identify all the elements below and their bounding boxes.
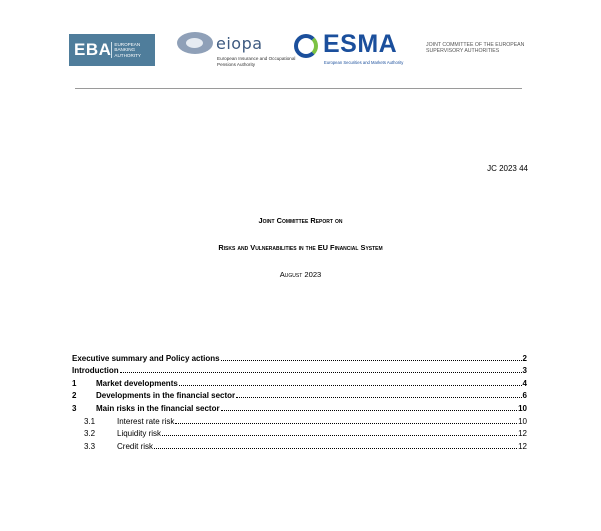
document-reference: JC 2023 44 [487, 164, 528, 173]
toc-entry-page: 10 [518, 403, 527, 413]
toc-entry[interactable] [72, 347, 527, 363]
table-of-contents [72, 347, 527, 451]
toc-entry-number: 1 [72, 378, 77, 388]
toc-entry-label: Introduction [72, 366, 119, 376]
eiopa-logo-name: European Insurance and Occupational Pensions Authority [217, 56, 296, 67]
toc-entry-page: 10 [518, 416, 527, 426]
toc-leader-dots [236, 385, 521, 399]
toc-leader-dots [120, 360, 522, 374]
eba-logo [69, 34, 155, 66]
header-divider [75, 88, 522, 89]
eba-logo-name: EUROPEAN BANKING AUTHORITY [111, 42, 155, 58]
toc-entry-number: 3.2 [84, 429, 96, 439]
toc-entry-label: Market developments [96, 378, 178, 388]
toc-entry-page: 3 [522, 366, 527, 376]
toc-leader-dots [154, 435, 517, 449]
eiopa-logo [177, 32, 296, 72]
toc-entry[interactable] [72, 372, 527, 388]
toc-entry-number: 3.3 [84, 441, 96, 451]
toc-entry-label: Interest rate risk [117, 416, 175, 426]
toc-entry-label: Credit risk [117, 441, 154, 451]
eiopa-logo-abbr: eiopa [216, 34, 263, 53]
esma-logo-abbr: ESMA [323, 30, 398, 58]
toc-leader-dots [221, 397, 518, 411]
toc-entry[interactable] [72, 360, 527, 376]
toc-entry-label: Liquidity risk [117, 429, 162, 439]
toc-entry-page: 6 [522, 391, 527, 401]
esma-logo [294, 32, 418, 72]
document-title-line2: Risks and Vulnerabilities in the EU Financial System [218, 243, 383, 252]
toc-entry-label: Developments in the financial sector [96, 391, 236, 401]
header-logos [69, 30, 529, 72]
joint-committee-label: JOINT COMMITTEE OF THE EUROPEAN SUPERVISORY AUTHORITIES [426, 42, 525, 54]
toc-entry-number: 2 [72, 391, 77, 401]
eiopa-emblem-icon [177, 32, 213, 54]
toc-entry-page: 2 [522, 353, 527, 363]
toc-leader-dots [221, 347, 522, 361]
document-title-line1: Joint Committee Report on [258, 216, 343, 225]
toc-leader-dots [175, 410, 517, 424]
toc-entry-label: Main risks in the financial sector [96, 403, 220, 413]
eba-logo-abbr: EBA [74, 40, 112, 59]
toc-leader-dots [179, 372, 522, 386]
toc-leader-dots [162, 423, 517, 437]
toc-entry-page: 4 [522, 378, 527, 388]
toc-entry-number: 3.1 [84, 416, 96, 426]
document-date: August 2023 [279, 270, 322, 279]
esma-logo-name: European Securities and Markets Authority [324, 60, 404, 65]
esma-emblem-icon [294, 34, 318, 58]
toc-entry-number: 3 [72, 403, 77, 413]
toc-entry-label: Executive summary and Policy actions [72, 353, 220, 363]
toc-entry-page: 12 [518, 441, 527, 451]
toc-entry-page: 12 [518, 429, 527, 439]
